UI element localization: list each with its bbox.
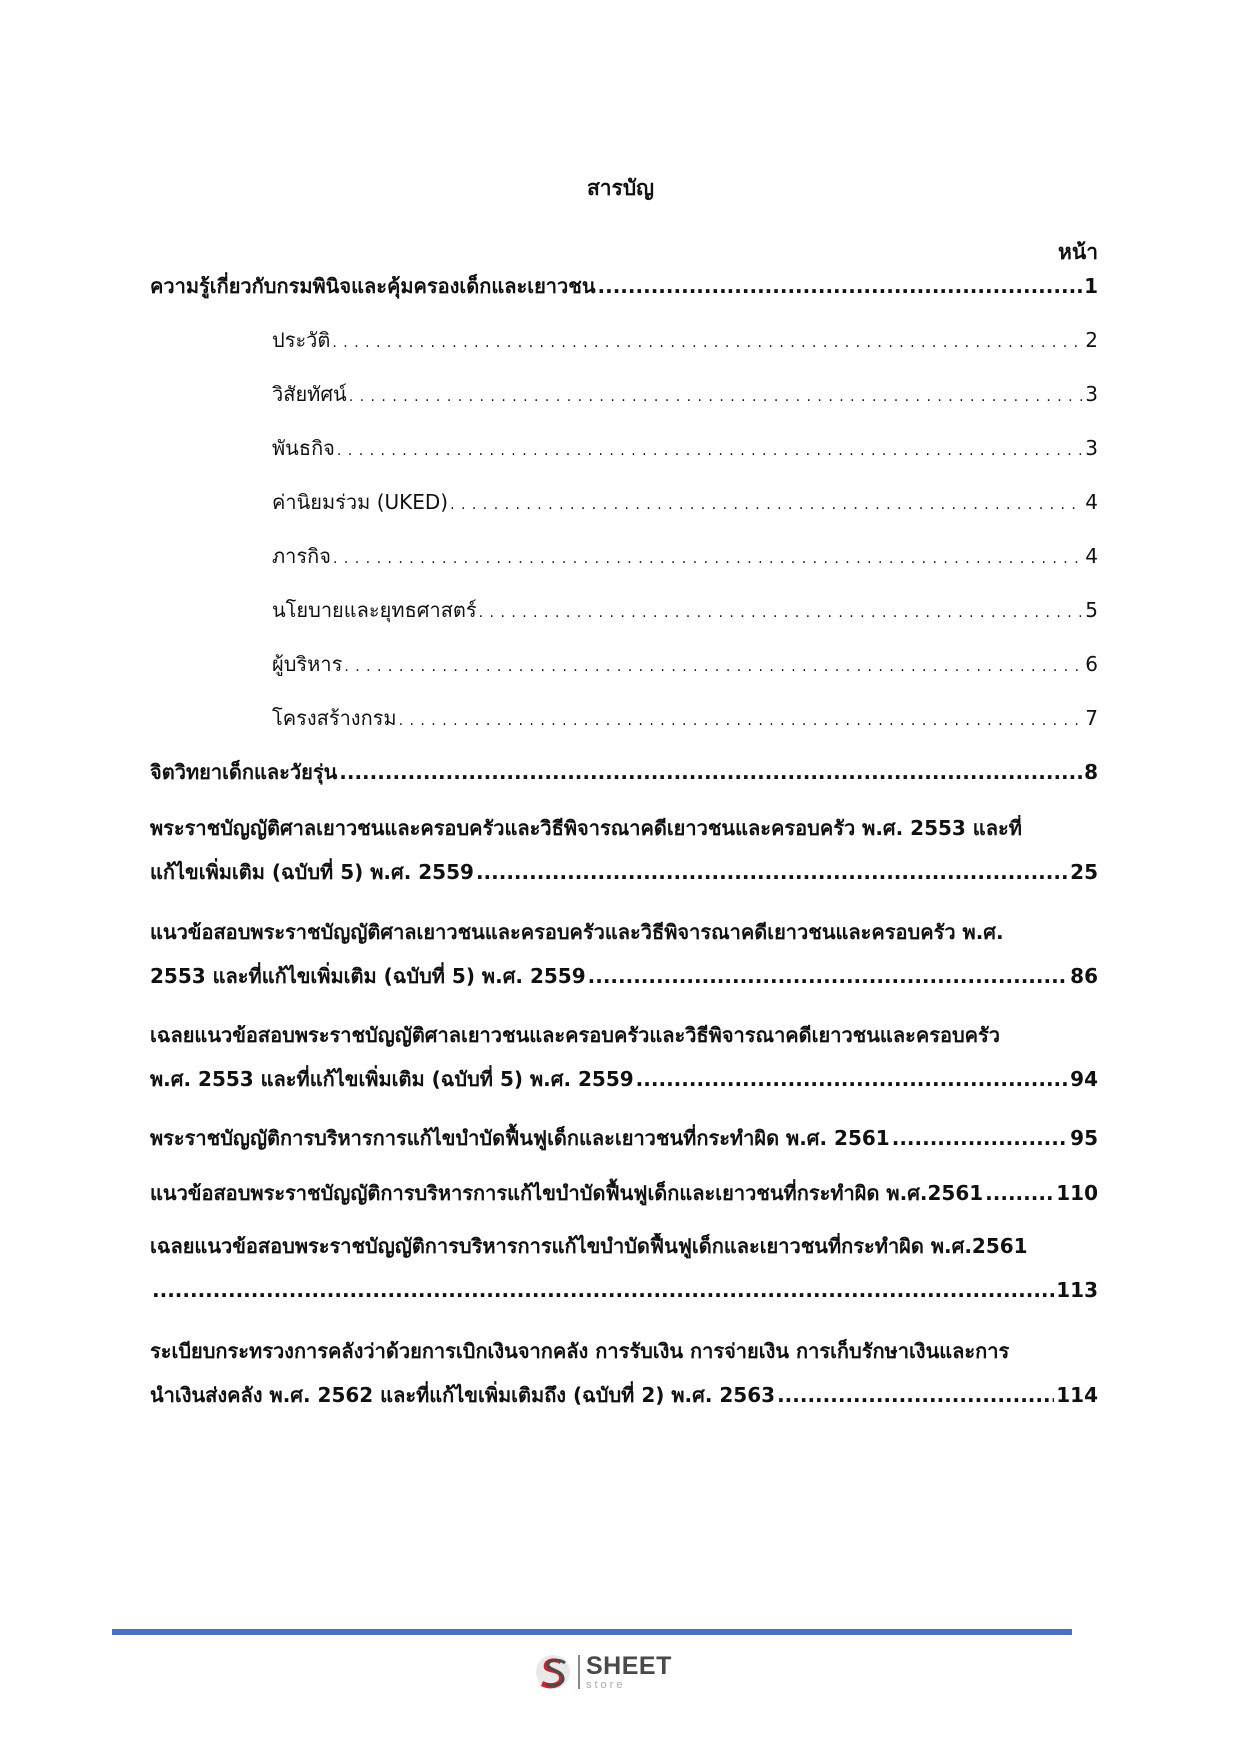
toc-entry[interactable] xyxy=(150,919,1098,989)
toc-leader-dots xyxy=(777,1382,1054,1408)
toc-page-number: 7 xyxy=(1085,706,1098,730)
toc-page-number: 4 xyxy=(1085,490,1098,514)
toc-entry[interactable] xyxy=(150,1125,1098,1151)
logo-text xyxy=(586,1651,672,1691)
toc-page-number: 94 xyxy=(1070,1067,1098,1091)
toc-page-number: 3 xyxy=(1085,382,1098,406)
toc-entry[interactable] xyxy=(150,1022,1098,1092)
toc-leader-dots xyxy=(985,1180,1054,1206)
toc-subentry[interactable] xyxy=(150,705,1098,731)
toc-leader-dots xyxy=(344,651,1083,680)
toc-page-number: 2 xyxy=(1085,328,1098,352)
toc-entry-title-line2: พ.ศ. 2553 และที่แก้ไขเพิ่มเติม (ฉบับที่ 5) พ.ศ. 2559 xyxy=(150,1067,634,1091)
toc-entry-title-line1: พระราชบัญญัติศาลเยาวชนและครอบครัวและวิธีพิจารณาคดีเยาวชนและครอบครัว พ.ศ. 2553 และที่ xyxy=(150,816,1022,840)
logo-brand-sub: store xyxy=(586,1678,626,1691)
toc-entry-title-line2: นำเงินส่งคลัง พ.ศ. 2562 และที่แก้ไขเพิ่มเติมถึง (ฉบับที่ 2) พ.ศ. 2563 xyxy=(150,1383,776,1407)
toc-page-number: 6 xyxy=(1085,652,1098,676)
toc-entry[interactable] xyxy=(150,815,1098,885)
toc-subentry[interactable] xyxy=(150,435,1098,461)
toc-entry-title: ประวัติ xyxy=(272,328,331,352)
toc-entry-title: ผู้บริหาร xyxy=(272,652,343,676)
page-column-header: หน้า xyxy=(1058,240,1098,264)
toc-entry-title-line1: เฉลยแนวข้อสอบพระราชบัญญัติศาลเยาวชนและครอบครัวและวิธีพิจารณาคดีเยาวชนและครอบครัว xyxy=(150,1023,1000,1047)
document-title: สารบัญ xyxy=(586,176,655,200)
toc-subentry[interactable] xyxy=(150,327,1098,353)
toc-entry[interactable] xyxy=(150,1338,1098,1408)
toc-leader-dots xyxy=(636,1066,1068,1092)
toc-entry-title: พระราชบัญญัติการบริหารการแก้ไขบำบัดฟื้นฟูเด็กและเยาวชนที่กระทำผิด พ.ศ. 2561 xyxy=(150,1126,890,1150)
toc-entry[interactable] xyxy=(150,273,1098,299)
toc-page-number: 5 xyxy=(1085,598,1098,622)
toc-entry-title: วิสัยทัศน์ xyxy=(272,382,347,406)
toc-entry-title-line1: เฉลยแนวข้อสอบพระราชบัญญัติการบริหารการแก้ไขบำบัดฟื้นฟูเด็กและเยาวชนที่กระทำผิด พ.ศ.2561 xyxy=(150,1234,1028,1258)
toc-leader-dots xyxy=(588,963,1069,989)
sheet-store-logo-icon xyxy=(534,1651,572,1693)
logo-divider xyxy=(578,1655,580,1689)
toc-subentry[interactable] xyxy=(150,543,1098,569)
toc-leader-dots xyxy=(152,1277,1054,1303)
toc-page-number: 25 xyxy=(1070,860,1098,884)
toc-entry-title: ค่านิยมร่วม (UKED) xyxy=(272,490,449,514)
logo-brand: SHEET xyxy=(586,1651,672,1680)
toc-entry[interactable] xyxy=(150,759,1098,785)
toc-page-number: 114 xyxy=(1056,1383,1098,1407)
toc-leader-dots xyxy=(450,489,1083,518)
toc-entry-title: จิตวิทยาเด็กและวัยรุ่น xyxy=(150,760,338,784)
toc-leader-dots xyxy=(892,1125,1068,1151)
toc-entry-title: แนวข้อสอบพระราชบัญญัติการบริหารการแก้ไขบำบัดฟื้นฟูเด็กและเยาวชนที่กระทำผิด พ.ศ.2561 xyxy=(150,1181,984,1205)
sheet-store-logo xyxy=(534,1651,672,1693)
toc-leader-dots xyxy=(479,597,1084,626)
toc-subentry[interactable] xyxy=(150,651,1098,677)
toc-leader-dots xyxy=(476,859,1068,885)
toc-leader-dots xyxy=(333,543,1083,572)
toc-entry-title: พันธกิจ xyxy=(272,436,335,460)
toc-leader-dots xyxy=(349,381,1084,410)
toc-page-number: 4 xyxy=(1085,544,1098,568)
toc-entry-title-line2: แก้ไขเพิ่มเติม (ฉบับที่ 5) พ.ศ. 2559 xyxy=(150,860,474,884)
toc-entry-title: นโยบายและยุทธศาสตร์ xyxy=(272,598,477,622)
toc-leader-dots xyxy=(598,273,1083,299)
toc-leader-dots xyxy=(337,435,1083,464)
toc-page-number: 113 xyxy=(1056,1278,1098,1302)
toc-entry-title: ความรู้เกี่ยวกับกรมพินิจและคุ้มครองเด็กและเยาวชน xyxy=(150,274,596,298)
toc-page-number: 95 xyxy=(1070,1126,1098,1150)
toc-entry-title: ภารกิจ xyxy=(272,544,331,568)
toc-subentry[interactable] xyxy=(150,381,1098,407)
toc-entry-title-line1: ระเบียบกระทรวงการคลังว่าด้วยการเบิกเงินจากคลัง การรับเงิน การจ่ายเงิน การเก็บรักษาเงินและการ xyxy=(150,1339,1010,1363)
toc-page-number: 8 xyxy=(1084,760,1098,784)
toc-subentry[interactable] xyxy=(150,597,1098,623)
toc-entry[interactable] xyxy=(150,1233,1098,1303)
toc-leader-dots xyxy=(399,705,1084,734)
footer-rule xyxy=(112,1629,1072,1635)
toc-page-number: 3 xyxy=(1085,436,1098,460)
toc-entry-title: โครงสร้างกรม xyxy=(272,706,397,730)
toc-leader-dots xyxy=(339,759,1082,785)
toc-subentry[interactable] xyxy=(150,489,1098,515)
toc-entry-title-line2: 2553 และที่แก้ไขเพิ่มเติม (ฉบับที่ 5) พ.ศ. 2559 xyxy=(150,964,586,988)
toc-page-number: 110 xyxy=(1056,1181,1098,1205)
toc-entry[interactable] xyxy=(150,1180,1098,1206)
toc-leader-dots xyxy=(332,327,1083,356)
toc-page-number: 86 xyxy=(1070,964,1098,988)
toc-entry-title-line1: แนวข้อสอบพระราชบัญญัติศาลเยาวชนและครอบครัวและวิธีพิจารณาคดีเยาวชนและครอบครัว พ.ศ. xyxy=(150,920,1004,944)
toc-page-number: 1 xyxy=(1084,274,1098,298)
